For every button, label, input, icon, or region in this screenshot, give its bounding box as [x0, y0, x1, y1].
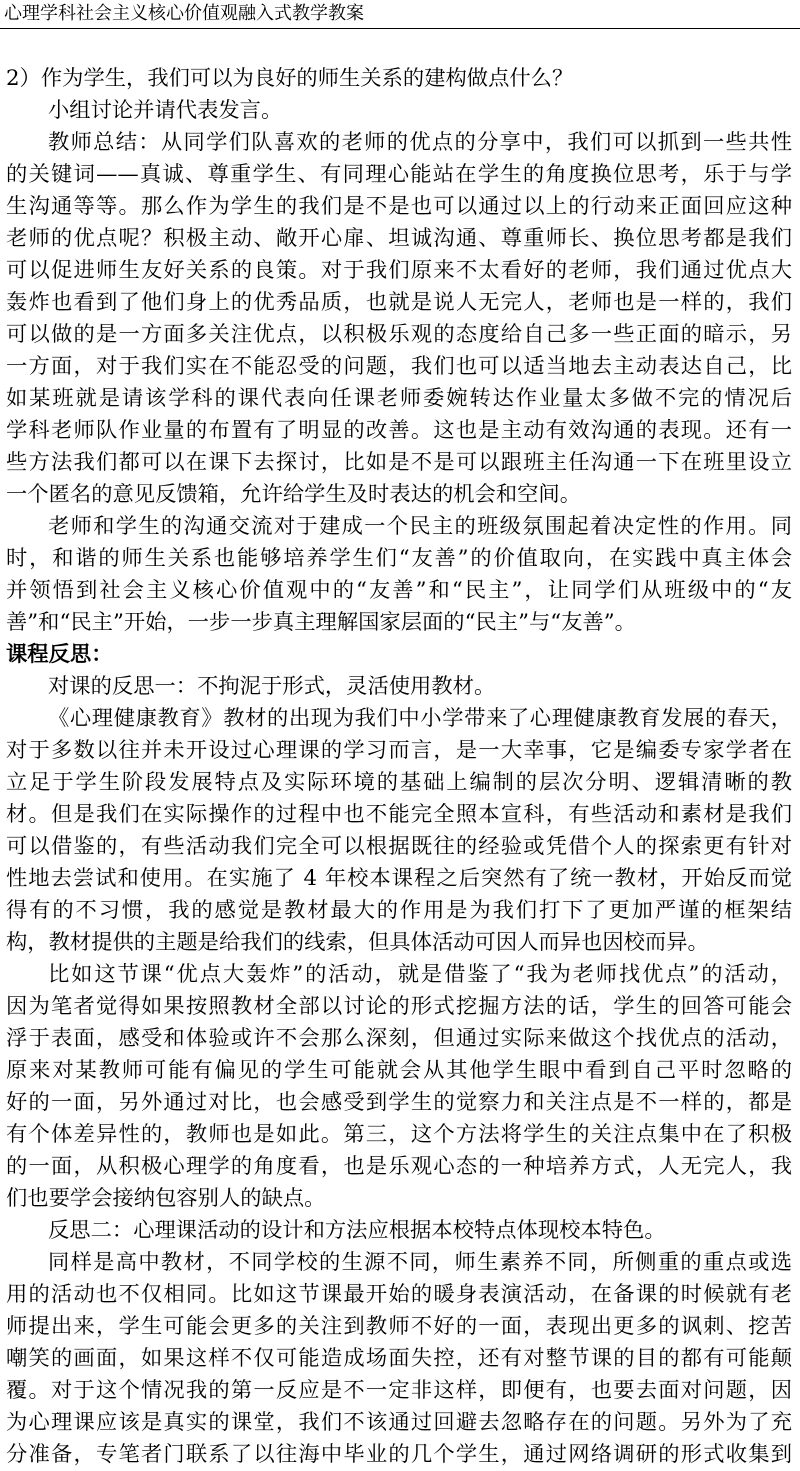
- header-title: 心理学科社会主义核心价值观融入式教学教案: [4, 3, 364, 24]
- text-line: 为心理课应该是真实的课堂，我们不该通过回避去忽略存在的问题。另外为了充: [6, 1410, 792, 1435]
- text-line: 反思二：心理课活动的设计和方法应根据本校特点体现校本特色。: [48, 1218, 666, 1243]
- text-line: 浮于表面，感受和体验或许不会那么深刻，但通过实际来做这个找优点的活动，: [6, 1026, 792, 1051]
- text-line: 构，教材提供的主题是给我们的线索，但具体活动可因人而异也因校而异。: [6, 930, 709, 955]
- text-line: 老师的优点呢？积极主动、敞开心扉、坦诚沟通、尊重师长、换位思考都是我们: [6, 226, 792, 251]
- text-line: 一个匿名的意见反馈箱，允许给学生及时表达的机会和空间。: [6, 482, 582, 507]
- text-line: 比如这节课“优点大轰炸”的活动，就是借鉴了“我为老师找优点”的活动，: [48, 962, 792, 987]
- text-line: 老师和学生的沟通交流对于建成一个民主的班级氛围起着决定性的作用。同: [48, 514, 792, 539]
- text-line: 教师总结：从同学们队喜欢的老师的优点的分享中，我们可以抓到一些共性: [48, 130, 792, 155]
- text-line: 的一面，从积极心理学的角度看，也是乐观心态的一种培养方式，人无完人，我: [6, 1154, 792, 1179]
- text-line: 善”和“民主”开始，一步一步真主理解国家层面的“民主”与“友善”。: [6, 610, 636, 635]
- text-line: 师提出来，学生可能会更多的关注到教师不好的一面，表现出更多的讽刺、挖苦: [6, 1314, 792, 1339]
- text-line: 们也要学会接纳包容别人的缺点。: [6, 1186, 326, 1211]
- document-body: [6, 63, 792, 1471]
- text-line: 些方法我们都可以在课下去探讨，比如是不是可以跟班主任沟通一下在班里设立: [6, 450, 792, 475]
- section-heading: 课程反思：: [6, 642, 113, 667]
- text-line: 学科老师队作业量的布置有了明显的改善。这也是主动有效沟通的表现。还有一: [6, 418, 792, 443]
- page-header: [0, 0, 800, 29]
- text-line: 覆。对于这个情况我的第一反应是不一定非这样，即便有，也要去面对问题，因: [6, 1378, 792, 1403]
- text-line: 好的一面，另外通过对比，也会感受到学生的觉察力和关注点是不一样的，都是: [6, 1090, 792, 1115]
- text-line: 可以促进师生友好关系的良策。对于我们原来不太看好的老师，我们通过优点大: [6, 258, 792, 283]
- text-line: 同样是高中教材，不同学校的生源不同，师生素养不同，所侧重的重点或选: [48, 1250, 792, 1275]
- text-line: 一方面，对于我们实在不能忍受的问题，我们也可以适当地去主动表达自己，比: [6, 354, 792, 379]
- text-line: 可以借鉴的，有些活动我们完全可以根据既往的经验或凭借个人的探索更有针对: [6, 834, 792, 859]
- text-line: 因为笔者觉得如果按照教材全部以讨论的形式挖掘方法的话，学生的回答可能会: [6, 994, 792, 1019]
- text-line: 如某班就是请该学科的课代表向任课老师委婉转达作业量太多做不完的情况后: [6, 386, 792, 411]
- text-line: 可以做的是一方面多关注优点，以积极乐观的态度给自己多一些正面的暗示，另: [6, 322, 792, 347]
- text-line: 2）作为学生，我们可以为良好的师生关系的建构做点什么？: [6, 66, 574, 91]
- text-line: 立足于学生阶段发展特点及实际环境的基础上编制的层次分明、逻辑清晰的教: [6, 770, 792, 795]
- text-line: 对于多数以往并未开设过心理课的学习而言，是一大幸事，它是编委专家学者在: [6, 738, 792, 763]
- text-line: 有个体差异性的，教师也是如此。第三，这个方法将学生的关注点集中在了积极: [6, 1122, 792, 1147]
- text-line: 的关键词——真诚、尊重学生、有同理心能站在学生的角度换位思考，乐于与学: [6, 162, 792, 187]
- text-line: 生沟通等等。那么作为学生的我们是不是也可以通过以上的行动来正面回应这种: [6, 194, 792, 219]
- text-line: 《心理健康教育》教材的出现为我们中小学带来了心理健康教育发展的春天，: [48, 706, 792, 731]
- text-line: 小组讨论并请代表发言。: [48, 98, 283, 123]
- text-line: 并领悟到社会主义核心价值观中的“友善”和“民主”，让同学们从班级中的“友: [6, 578, 792, 603]
- text-line: 对课的反思一：不拘泥于形式，灵活使用教材。: [48, 674, 496, 699]
- text-line: 用的活动也不仅相同。比如这节课最开始的暖身表演活动，在备课的时候就有老: [6, 1282, 792, 1307]
- text-line: 性地去尝试和使用。在实施了 4 年校本课程之后突然有了统一教材，开始反而觉: [6, 866, 792, 891]
- text-line: 得有的不习惯，我的感觉是教材最大的作用是为我们打下了更加严谨的框架结: [6, 898, 792, 923]
- text-line: 嘲笑的画面，如果这样不仅可能造成场面失控，还有对整节课的目的都有可能颠: [6, 1346, 792, 1371]
- text-line: 轰炸也看到了他们身上的优秀品质，也就是说人无完人，老师也是一样的，我们: [6, 290, 792, 315]
- text-line: 时，和谐的师生关系也能够培养学生们“友善”的价值取向，在实践中真主体会: [6, 546, 792, 571]
- text-line: 分准备，专笔者门联系了以往海中毕业的几个学生，通过网络调研的形式收集到: [6, 1442, 792, 1467]
- text-line: 原来对某教师可能有偏见的学生可能就会从其他学生眼中看到自己平时忽略的: [6, 1058, 792, 1083]
- text-line: 材。但是我们在实际操作的过程中也不能完全照本宣科，有些活动和素材是我们: [6, 802, 792, 827]
